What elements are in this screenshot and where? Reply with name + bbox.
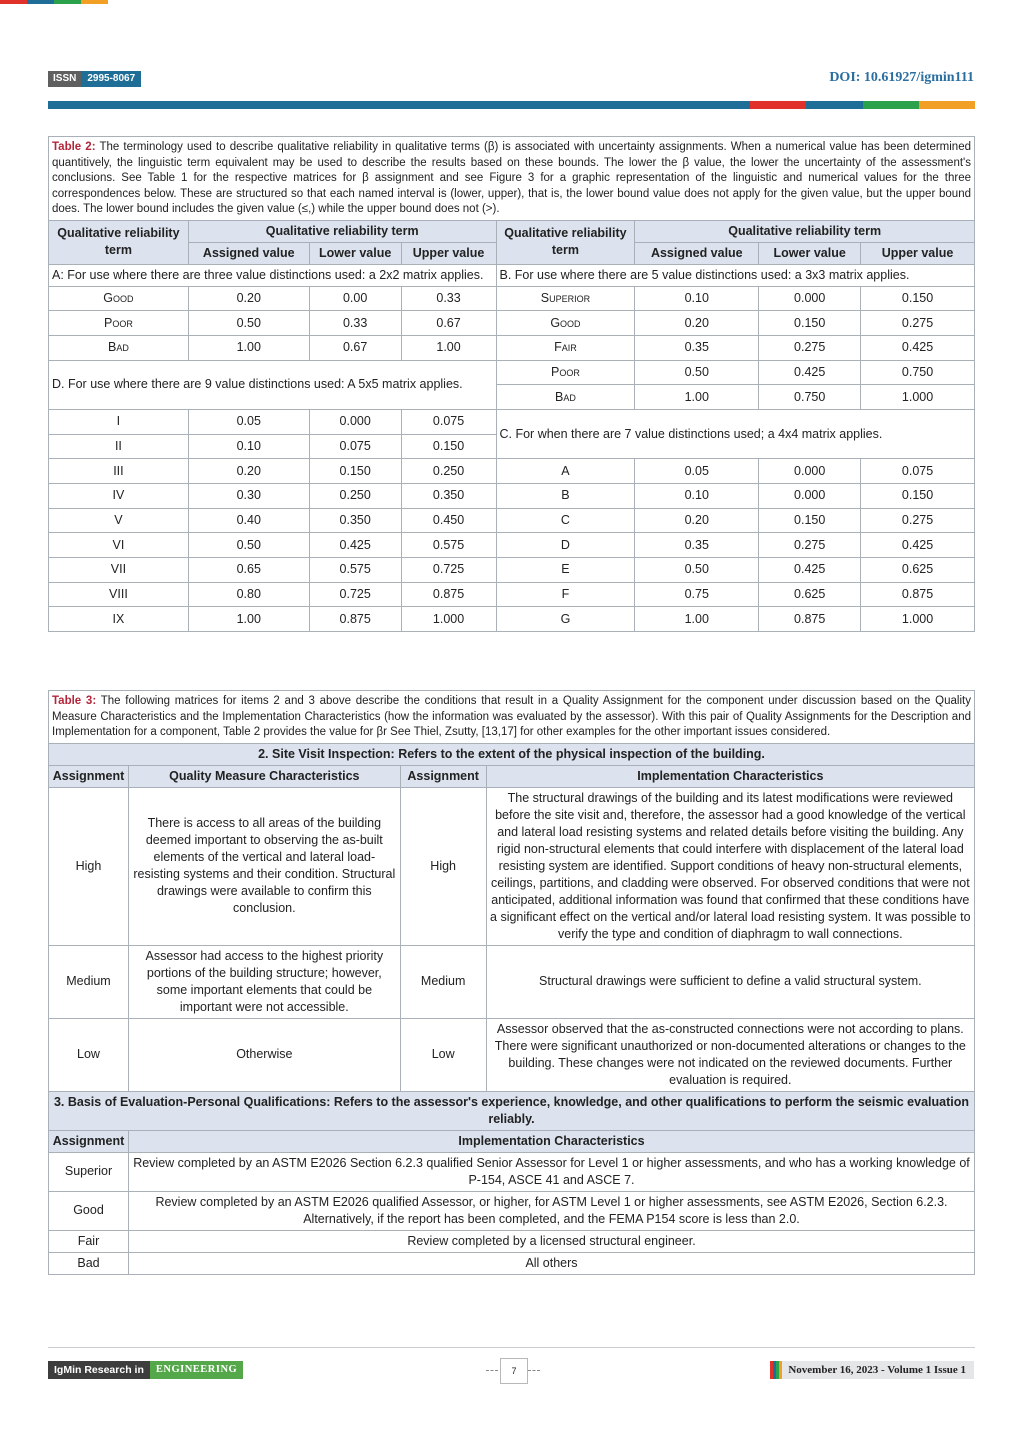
value-cell: 0.30 [188, 484, 309, 509]
value-cell: 0.350 [401, 484, 496, 509]
term-cell: A [496, 459, 635, 484]
col-header-assignment: Assignment [49, 765, 129, 787]
col-header-assigned: Assigned value [188, 242, 309, 264]
journal-brand[interactable] [48, 1361, 243, 1379]
value-cell: 1.000 [861, 385, 975, 410]
value-cell: 0.875 [861, 582, 975, 607]
value-cell: 0.33 [401, 286, 496, 311]
col-header-quality: Quality Measure Characteristics [128, 765, 400, 787]
value-cell: 0.50 [188, 311, 309, 336]
term-cell: Poor [496, 360, 635, 385]
page-dash-left [486, 1370, 498, 1371]
term-cell: VII [49, 558, 189, 583]
value-cell: 0.80 [188, 582, 309, 607]
value-cell: 0.35 [635, 335, 759, 360]
value-cell: 0.40 [188, 508, 309, 533]
assignment-cell: High [49, 787, 129, 945]
col-header-assigned: Assigned value [635, 242, 759, 264]
col-header-lower: Lower value [759, 242, 861, 264]
value-cell: 1.000 [861, 607, 975, 632]
doi-link[interactable]: DOI: 10.61927/igmin111 [829, 70, 974, 85]
assignment-cell: Superior [49, 1152, 129, 1191]
value-cell: 0.000 [309, 409, 401, 434]
value-cell: 0.075 [401, 409, 496, 434]
value-cell: 0.250 [309, 484, 401, 509]
value-cell: 0.000 [759, 484, 861, 509]
value-cell: 0.075 [309, 434, 401, 459]
value-cell: 1.00 [401, 335, 496, 360]
value-cell: 0.750 [759, 385, 861, 410]
term-cell: III [49, 459, 189, 484]
term-cell: VIII [49, 582, 189, 607]
value-cell: 0.275 [759, 533, 861, 558]
brand-label: IgMin Research in [48, 1361, 150, 1379]
value-cell: 0.20 [188, 459, 309, 484]
value-cell: 0.150 [759, 508, 861, 533]
table-2 [48, 136, 975, 632]
value-cell: 0.33 [309, 311, 401, 336]
value-cell: 0.000 [759, 286, 861, 311]
value-cell: 1.00 [635, 607, 759, 632]
quality-cell: There is access to all areas of the building deemed important to observing the as-built elements of the vertical and lateral load-resisting systems and their condition. Structural drawings were available to confirm this conclusion. [128, 787, 400, 945]
value-cell: 0.20 [635, 508, 759, 533]
term-cell: Poor [49, 311, 189, 336]
assignment-cell: Bad [49, 1252, 129, 1274]
term-cell: I [49, 409, 189, 434]
term-cell: V [49, 508, 189, 533]
assignment-cell: Low [49, 1018, 129, 1091]
value-cell: 1.000 [401, 607, 496, 632]
value-cell: 0.10 [635, 286, 759, 311]
term-cell: F [496, 582, 635, 607]
term-cell: B [496, 484, 635, 509]
term-cell: E [496, 558, 635, 583]
value-cell: 0.275 [861, 508, 975, 533]
value-cell: 0.875 [309, 607, 401, 632]
term-cell: Superior [496, 286, 635, 311]
value-cell: 0.625 [861, 558, 975, 583]
term-cell: IV [49, 484, 189, 509]
value-cell: 0.05 [635, 459, 759, 484]
page-dash-right [528, 1370, 540, 1371]
term-cell: VI [49, 533, 189, 558]
section-b-label: B. For use where there are 5 value distinctions used: a 3x3 matrix applies. [496, 264, 975, 286]
term-cell: C [496, 508, 635, 533]
assignment-cell: Good [49, 1191, 129, 1230]
col-header-lower: Lower value [309, 242, 401, 264]
term-cell: Fair [496, 335, 635, 360]
table-3-caption: Table 3: The following matrices for items 2 and 3 above describe the conditions that result in a Quality Assignment for the component under discussion based on the Quality Measure Characteristics and the Implementation Characteristics (how the information was evaluated by the assessor). With this pair of Quality Assignments for the Description and Implementation for a component, Table 2 provides the value for βr See Thiel, Zsutty, [13,17] for other examples for the other important issues considered. [49, 691, 975, 744]
col-header-implementation: Implementation Characteristics [128, 1130, 974, 1152]
value-cell: 0.50 [188, 533, 309, 558]
page-number: 7 [500, 1358, 528, 1384]
value-cell: 0.50 [635, 360, 759, 385]
col-header-assignment: Assignment [49, 1130, 129, 1152]
value-cell: 0.750 [861, 360, 975, 385]
value-cell: 0.00 [309, 286, 401, 311]
col-header-implementation: Implementation Characteristics [486, 765, 974, 787]
color-bars-icon [770, 1361, 782, 1379]
assignment-cell: High [400, 787, 486, 945]
value-cell: 1.00 [635, 385, 759, 410]
site-visit-title: 2. Site Visit Inspection: Refers to the extent of the physical inspection of the building. [49, 743, 975, 765]
value-cell: 0.575 [309, 558, 401, 583]
value-cell: 0.425 [861, 533, 975, 558]
col-header-group: Qualitative reliability term [188, 220, 496, 242]
value-cell: 0.425 [759, 360, 861, 385]
value-cell: 0.150 [861, 286, 975, 311]
implementation-cell: Assessor observed that the as-constructed connections were not according to plans. There were significant unauthorized or non-documented alterations or changes to the building. These changes were not indicated on the reviewed documents. Further evaluation is required. [486, 1018, 974, 1091]
col-header-group: Qualitative reliability term [635, 220, 975, 242]
brand-subject: ENGINEERING [150, 1361, 243, 1379]
term-cell: Good [496, 311, 635, 336]
issue-date-text: November 16, 2023 - Volume 1 Issue 1 [788, 1364, 966, 1376]
implementation-cell: Review completed by an ASTM E2026 Section 6.2.3 qualified Senior Assessor for Level 1 or higher assessments, and who has a working knowledge of P-154, ASCE 41 and ASCE 7. [128, 1152, 974, 1191]
value-cell: 0.725 [401, 558, 496, 583]
table-3 [48, 690, 975, 1275]
assignment-cell: Fair [49, 1230, 129, 1252]
value-cell: 0.75 [635, 582, 759, 607]
value-cell: 0.875 [401, 582, 496, 607]
term-cell: D [496, 533, 635, 558]
value-cell: 0.450 [401, 508, 496, 533]
value-cell: 0.10 [635, 484, 759, 509]
value-cell: 0.50 [635, 558, 759, 583]
term-cell: Good [49, 286, 189, 311]
value-cell: 0.150 [861, 484, 975, 509]
value-cell: 0.725 [309, 582, 401, 607]
value-cell: 0.35 [635, 533, 759, 558]
implementation-cell: Review completed by a licensed structural engineer. [128, 1230, 974, 1252]
assignment-cell: Medium [400, 945, 486, 1018]
value-cell: 0.05 [188, 409, 309, 434]
value-cell: 0.425 [861, 335, 975, 360]
quality-cell: Otherwise [128, 1018, 400, 1091]
value-cell: 0.20 [635, 311, 759, 336]
term-cell: IX [49, 607, 189, 632]
col-header-term: Qualitative reliability term [49, 220, 189, 264]
value-cell: 0.075 [861, 459, 975, 484]
value-cell: 0.625 [759, 582, 861, 607]
footer-rule [48, 1347, 975, 1348]
implementation-cell: Structural drawings were sufficient to define a valid structural system. [486, 945, 974, 1018]
issn-value: 2995-8067 [81, 71, 141, 87]
value-cell: 0.425 [309, 533, 401, 558]
value-cell: 0.425 [759, 558, 861, 583]
issue-date [770, 1361, 974, 1379]
section-d-label: D. For use where there are 9 value distinctions used: A 5x5 matrix applies. [49, 360, 497, 409]
value-cell: 0.150 [401, 434, 496, 459]
issn-label: ISSN [48, 71, 81, 87]
value-cell: 0.250 [401, 459, 496, 484]
value-cell: 0.875 [759, 607, 861, 632]
col-header-upper: Upper value [861, 242, 975, 264]
header-rule [48, 101, 975, 109]
value-cell: 0.20 [188, 286, 309, 311]
value-cell: 0.350 [309, 508, 401, 533]
value-cell: 0.150 [309, 459, 401, 484]
value-cell: 0.10 [188, 434, 309, 459]
term-cell: Bad [49, 335, 189, 360]
col-header-upper: Upper value [401, 242, 496, 264]
value-cell: 0.000 [759, 459, 861, 484]
implementation-cell: Review completed by an ASTM E2026 qualified Assessor, or higher, for ASTM Level 1 or higher assessments, see ASTM E2026, Section 6.2.3. Alternatively, if the report has been completed, and the FEMA P154 score is less than 2.0. [128, 1191, 974, 1230]
value-cell: 0.275 [759, 335, 861, 360]
value-cell: 0.67 [309, 335, 401, 360]
term-cell: G [496, 607, 635, 632]
value-cell: 1.00 [188, 607, 309, 632]
value-cell: 0.275 [861, 311, 975, 336]
section-c-label: C. For when there are 7 value distinctions used; a 4x4 matrix applies. [496, 409, 975, 458]
assignment-cell: Low [400, 1018, 486, 1091]
top-color-strip [0, 0, 108, 4]
value-cell: 0.575 [401, 533, 496, 558]
value-cell: 0.67 [401, 311, 496, 336]
implementation-cell: The structural drawings of the building and its latest modifications were reviewed before the site visit and, therefore, the assessor had a good knowledge of the vertical and lateral load resisting systems and related details before visiting the building. Any rigid non-structural elements that could interfere with displacement of the lateral load resisting system are identified. Support conditions of heavy non-structural elements, ceilings, partitions, and cladding were observed. For observed conditions that were not anticipated, additional information was found that confirmed that these conditions have a significant effect on the vertical and/or lateral load resisting system. It was possible to verify the type and condition of diaphragm to wall connections. [486, 787, 974, 945]
term-cell: II [49, 434, 189, 459]
assignment-cell: Medium [49, 945, 129, 1018]
value-cell: 0.65 [188, 558, 309, 583]
table-2-caption: Table 2: The terminology used to describe qualitative reliability in qualitative terms (β) is associated with uncertainty assignments. When a numerical value has been determined quantitively, the linguistic term equivalent may be used to describe the results based on these bounds. The lower the β value, the lower the uncertainty of the assessment's conclusions. See Table 1 for the respective matrices for β assignment and see Figure 3 for a graphic representation of the linguistic and numerical values for the three correspondences below. These are structured so that each named interval is (lower, upper), that is, the lower bound value does not apply for the given value, but the upper bound does. The lower bound includes the given value (≤,) while the upper bound does not (>). [49, 137, 975, 221]
section-a-label: A: For use where there are three value distinctions used: a 2x2 matrix applies. [49, 264, 497, 286]
col-header-term: Qualitative reliability term [496, 220, 635, 264]
basis-title: 3. Basis of Evaluation-Personal Qualifications: Refers to the assessor's experience, knowledge, and other qualifications to perform the seismic evaluation reliably. [49, 1091, 975, 1130]
value-cell: 1.00 [188, 335, 309, 360]
col-header-assignment: Assignment [400, 765, 486, 787]
implementation-cell: All others [128, 1252, 974, 1274]
value-cell: 0.150 [759, 311, 861, 336]
quality-cell: Assessor had access to the highest priority portions of the building structure; however, some important elements that could be important were not accessible. [128, 945, 400, 1018]
term-cell: Bad [496, 385, 635, 410]
issn-badge [48, 71, 141, 87]
